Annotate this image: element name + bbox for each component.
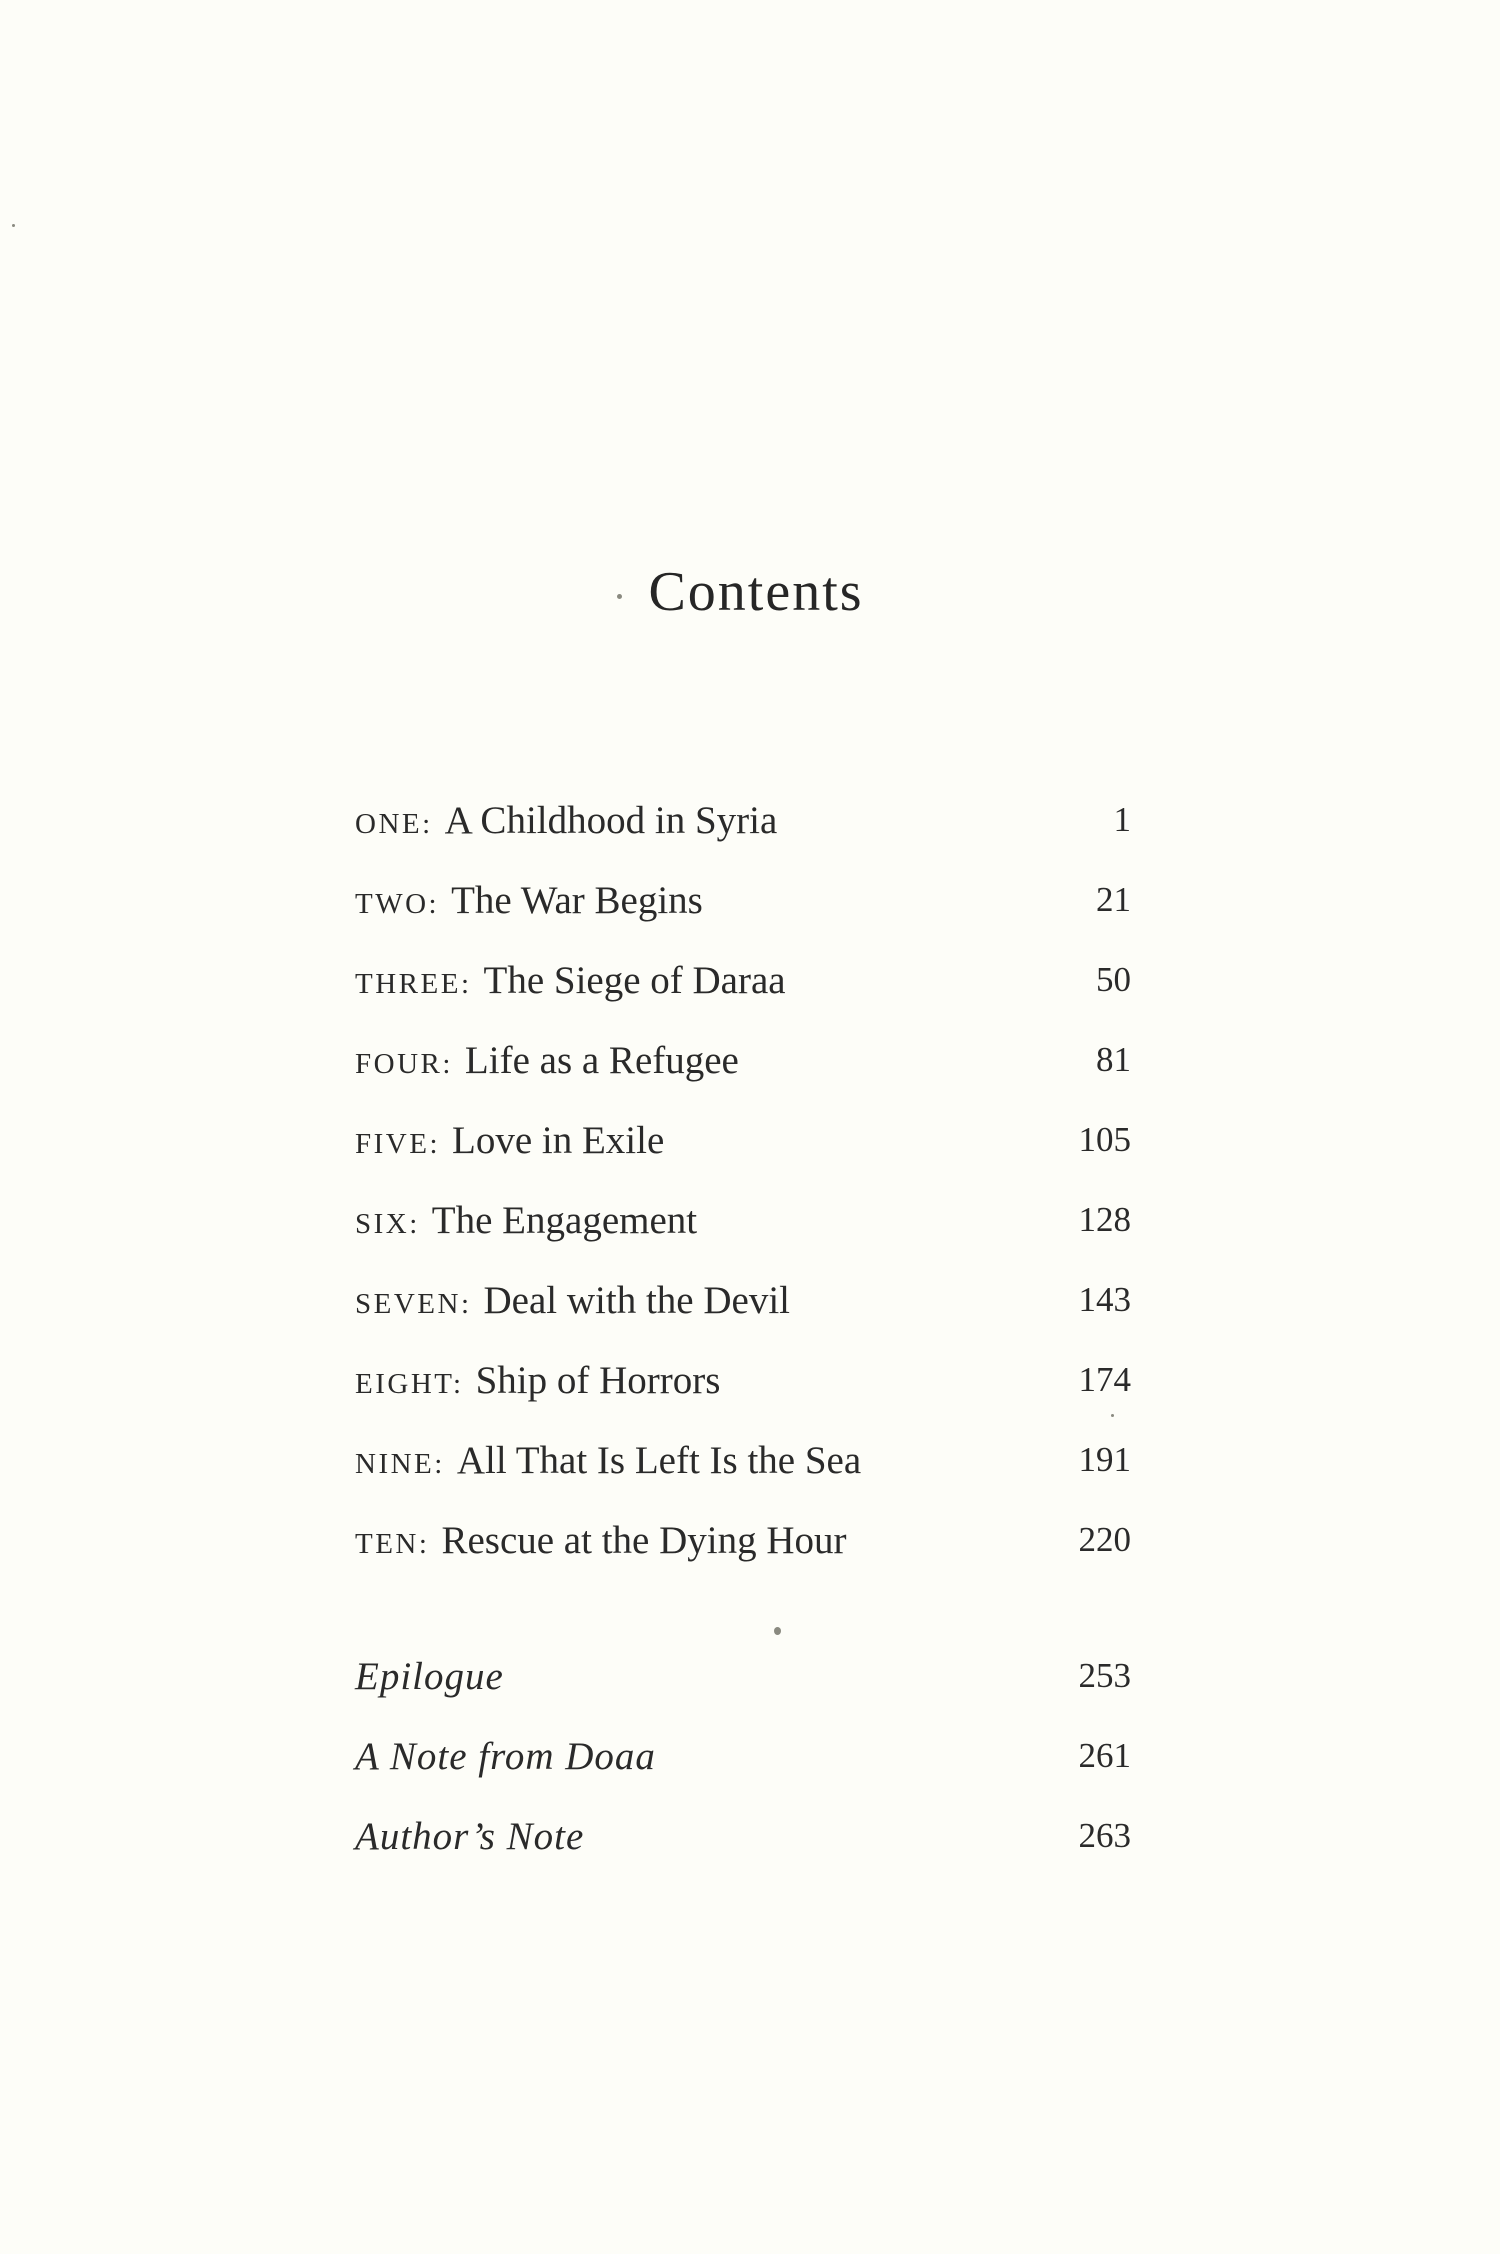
chapter-separator: : <box>442 1047 453 1080</box>
chapter-separator: : <box>409 1207 420 1240</box>
chapter-separator: : <box>453 1367 464 1400</box>
toc-entry-label <box>355 1358 720 1403</box>
page-number: 261 <box>1078 1736 1131 1775</box>
toc-entry-label <box>355 958 786 1003</box>
back-matter-title: Author’s Note <box>355 1814 585 1858</box>
toc-entry <box>355 1260 1131 1340</box>
toc-entry <box>355 940 1131 1020</box>
table-of-contents <box>355 780 1131 1876</box>
toc-entry-label <box>355 1438 861 1483</box>
toc-entry <box>355 1100 1131 1180</box>
toc-entry <box>355 1420 1131 1500</box>
chapter-title: All That Is Left Is the Sea <box>456 1438 862 1482</box>
toc-entry-label <box>355 798 777 843</box>
toc-entry-label <box>355 1518 847 1563</box>
page-number: 21 <box>1096 880 1131 919</box>
chapter-number: ONE <box>355 807 423 840</box>
toc-entry <box>355 1796 1131 1876</box>
chapter-number: FIVE <box>355 1127 430 1160</box>
chapter-number: SIX <box>355 1207 410 1240</box>
chapter-separator: : <box>418 1527 430 1560</box>
chapter-number: NINE <box>355 1447 435 1480</box>
chapter-number: FOUR <box>355 1047 443 1080</box>
toc-entry-label <box>355 1118 664 1163</box>
page-number: 174 <box>1078 1360 1131 1399</box>
toc-entry <box>355 1340 1131 1420</box>
back-matter-title: Epilogue <box>355 1654 504 1698</box>
chapter-number: SEVEN <box>355 1287 461 1320</box>
toc-entry <box>355 1020 1131 1100</box>
chapter-separator: : <box>428 887 440 920</box>
toc-entry <box>355 780 1131 860</box>
chapter-title: Love in Exile <box>452 1118 665 1162</box>
chapter-separator: : <box>429 1127 441 1160</box>
toc-entry <box>355 1716 1131 1796</box>
page-number: 143 <box>1078 1280 1131 1319</box>
chapter-title: The Engagement <box>431 1198 698 1242</box>
toc-entry <box>355 1180 1131 1260</box>
chapter-number: THREE <box>355 967 461 1000</box>
toc-entry <box>355 860 1131 940</box>
chapter-number: TWO <box>355 887 429 920</box>
back-matter-title: A Note from Doaa <box>355 1734 656 1778</box>
toc-entry-label <box>355 878 703 923</box>
page-number: 220 <box>1078 1520 1131 1559</box>
chapter-title: Rescue at the Dying Hour <box>441 1518 847 1562</box>
chapter-separator: : <box>422 807 433 840</box>
page-number: 263 <box>1078 1816 1131 1855</box>
toc-entry <box>355 1500 1131 1580</box>
chapter-list <box>355 780 1131 1580</box>
page-number: 1 <box>1113 800 1131 839</box>
toc-entry-label <box>355 1198 697 1243</box>
chapter-separator: : <box>460 1287 472 1320</box>
page-number: 128 <box>1078 1200 1131 1239</box>
chapter-title: Ship of Horrors <box>475 1358 721 1402</box>
page-number: 191 <box>1078 1440 1131 1479</box>
chapter-title: Deal with the Devil <box>483 1278 791 1322</box>
chapter-title: The Siege of Daraa <box>483 958 786 1002</box>
toc-entry-label <box>355 1278 790 1323</box>
toc-entry-label <box>355 1038 739 1083</box>
paper-speck <box>12 224 15 227</box>
back-matter-list <box>355 1636 1131 1876</box>
toc-entry <box>355 1636 1131 1716</box>
page-number: 105 <box>1078 1120 1131 1159</box>
chapter-separator: : <box>460 967 472 1000</box>
chapter-title: A Childhood in Syria <box>444 798 778 842</box>
page-title: Contents <box>648 561 864 623</box>
page-number: 50 <box>1096 960 1131 999</box>
chapter-number: TEN <box>355 1527 419 1560</box>
chapter-title: Life as a Refugee <box>464 1038 739 1082</box>
chapter-number: EIGHT <box>355 1367 454 1400</box>
page-number: 253 <box>1078 1656 1131 1695</box>
chapter-separator: : <box>434 1447 445 1480</box>
page-number: 81 <box>1096 1040 1131 1079</box>
chapter-title: The War Begins <box>451 878 703 922</box>
